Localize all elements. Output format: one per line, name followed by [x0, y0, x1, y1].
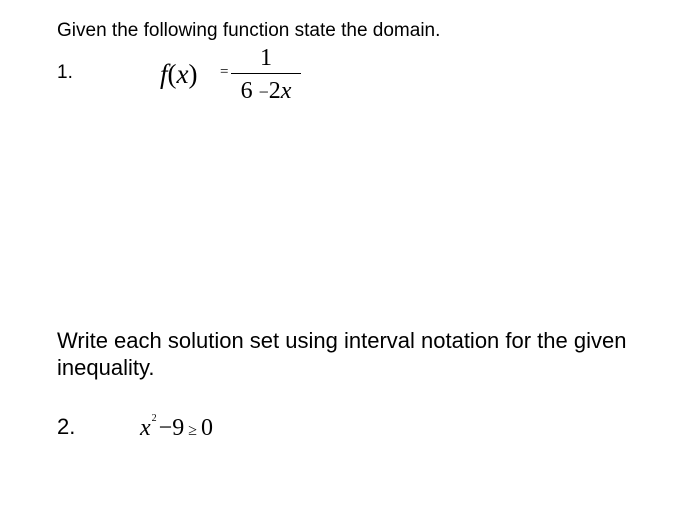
instruction-interval-notation: Write each solution set using interval notation for the given inequality.: [57, 328, 627, 380]
equals-sign: =: [220, 64, 229, 80]
denominator: 6 −2x: [240, 78, 292, 104]
fraction-bar: [231, 73, 301, 74]
exponent: 2: [151, 413, 157, 424]
fraction: [231, 42, 301, 110]
relation-sign: ≥: [188, 422, 197, 439]
function-equation: [160, 42, 310, 110]
problem-number-2: 2.: [57, 414, 76, 439]
function-lhs: f(x): [160, 59, 198, 89]
problem-number-1: 1.: [57, 62, 73, 83]
inequality: $x^2-9 \ge 0$: [140, 413, 213, 441]
instruction-domain: Given the following function state the domain.: [57, 20, 441, 41]
numerator: 1: [260, 45, 272, 71]
